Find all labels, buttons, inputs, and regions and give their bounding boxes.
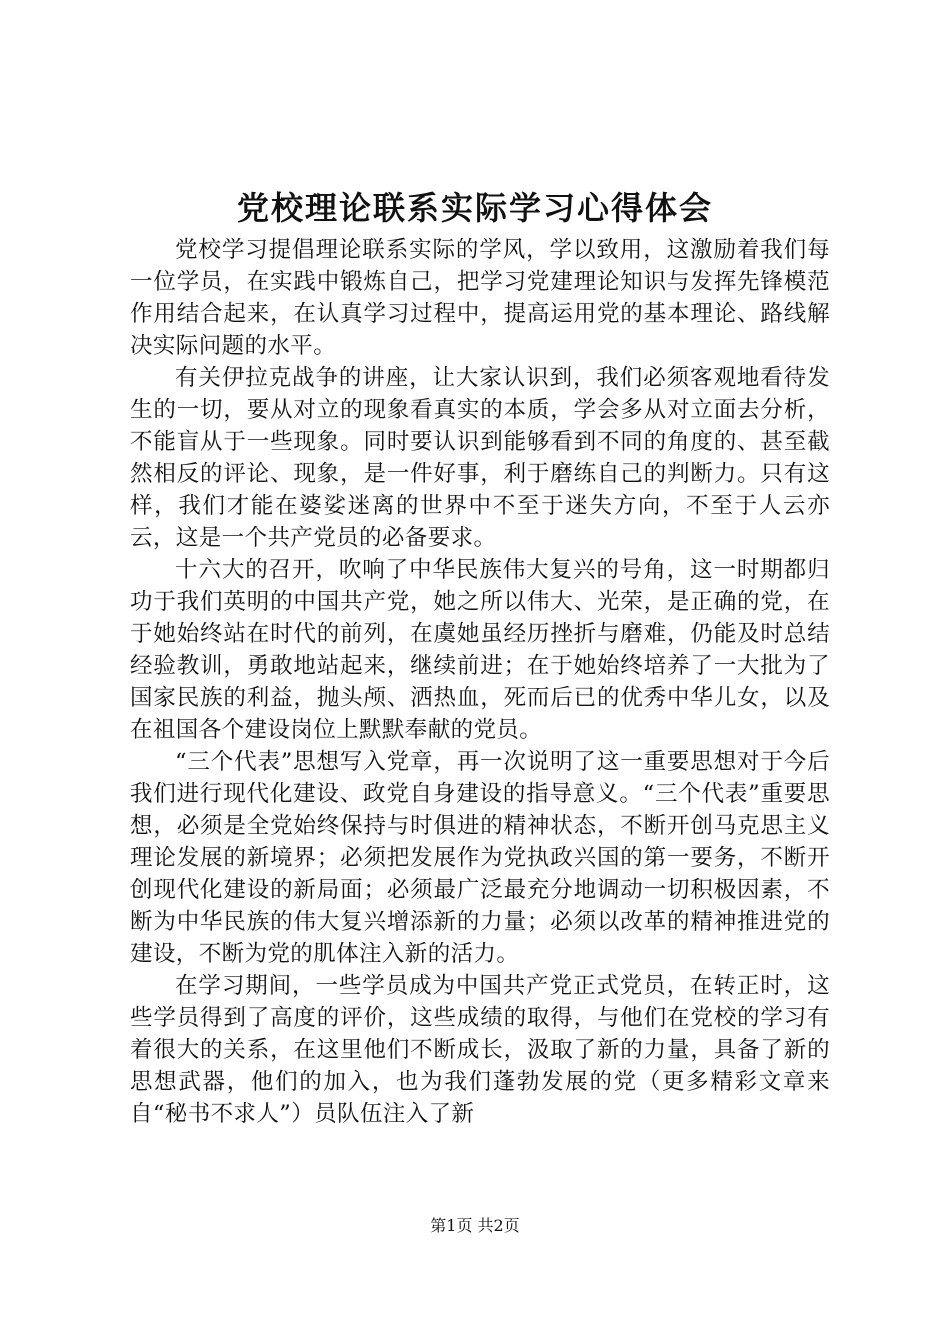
page-title: 党校理论联系实际学习心得体会 <box>236 189 713 227</box>
paragraph: 党校学习提倡理论联系实际的学风，学以致用，这激励着我们每一位学员，在实践中锻炼自己，把学习党建理论知识与发挥先锋模范作用结合起来，在认真学习过程中，提高运用党的基本理论、路线解决实际问题的水平。 <box>130 237 830 359</box>
paragraph: 十六大的召开，吹响了中华民族伟大复兴的号角，这一时期都归功于我们英明的中国共产党，她之所以伟大、光荣，是正确的党，在于她始终站在时代的前列，在虞她虽经历挫折与磨难，仍能及时总结经验教训，勇敢地站起来，继续前进；在于她始终培养了一大批为了国家民族的利益，抛头颅、洒热血，死而后已的优秀中华儿女，以及在祖国各个建设岗位上默默奉献的党员。 <box>130 557 830 743</box>
paragraph: “三个代表”思想写入党章，再一次说明了这一重要思想对于今后我们进行现代化建设、政党自身建设的指导意义。“三个代表”重要思想，必须是全党始终保持与时俱进的精神状态，不断开创马克思主义理论发展的新境界；必须把发展作为党执政兴国的第一要务，不断开创现代化建设的新局面；必须最广泛最充分地调动一切积极因素，不断为中华民族的伟大复兴增添新的力量；必须以改革的精神推进党的建设，不断为党的肌体注入新的活力。 <box>130 749 830 967</box>
document-body <box>130 234 830 1130</box>
page-number-footer: 第1页 共2页 <box>430 1216 520 1235</box>
paragraph: 在学习期间，一些学员成为中国共产党正式党员，在转正时，这些学员得到了高度的评价，这些成绩的取得，与他们在党校的学习有着很大的关系，在这里他们不断成长，汲取了新的力量，具备了新的思想武器，他们的加入，也为我们蓬勃发展的党（更多精彩文章来自“秘书不求人”）员队伍注入了新 <box>130 973 830 1127</box>
paragraph: 有关伊拉克战争的讲座，让大家认识到，我们必须客观地看待发生的一切，要从对立的现象看真实的本质，学会多从对立面去分析，不能盲从于一些现象。同时要认识到能够看到不同的角度的、甚至截然相反的评论、现象，是一件好事，利于磨练自己的判断力。只有这样，我们才能在婆娑迷离的世界中不至于迷失方向，不至于人云亦云，这是一个共产党员的必备要求。 <box>130 365 830 551</box>
